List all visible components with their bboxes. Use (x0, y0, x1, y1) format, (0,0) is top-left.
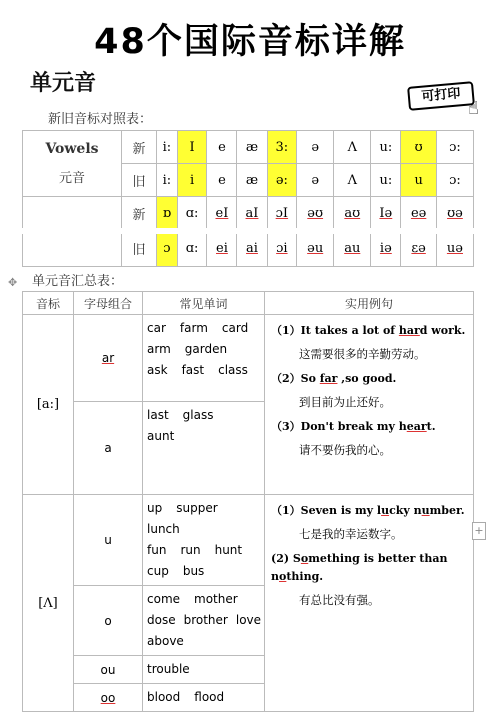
symbol-cell: εə (401, 230, 437, 267)
vowel-summary-table (22, 291, 474, 712)
sentence-cell (265, 495, 474, 712)
move-handle-icon[interactable]: ✥ (8, 276, 18, 289)
word: trouble (147, 662, 190, 676)
symbol-cell: ai (237, 230, 267, 267)
row-label: 新 (122, 197, 157, 230)
word: bus (182, 564, 205, 578)
spelling-cell: a (74, 402, 143, 495)
symbol-cell: Λ (334, 131, 371, 164)
table-row (23, 315, 474, 402)
table-row (23, 495, 474, 586)
word: hunt (214, 543, 243, 557)
word: up (147, 501, 163, 515)
symbol-cell: æ (237, 164, 267, 197)
table-header-row (23, 292, 474, 315)
symbol-cell: æ (237, 131, 267, 164)
yuanyin-label: 元音 (58, 171, 85, 186)
words-cell (143, 315, 265, 402)
spelling: ar (101, 351, 115, 365)
symbol-cell: uə (436, 230, 473, 267)
symbol-cell: ɔ (157, 230, 178, 267)
symbol-cell: e (207, 164, 237, 197)
symbol-cell: e (207, 131, 237, 164)
sentence-translation: 有总比没有强。 (299, 593, 380, 607)
symbol-cell: au (334, 230, 371, 267)
page-break (0, 228, 500, 234)
example-sentence: （2）So far ,so good. (271, 372, 397, 385)
word: arm (147, 342, 171, 356)
symbol-cell: əu (297, 230, 334, 267)
word: class (218, 363, 248, 377)
spelling-cell: o (74, 586, 143, 656)
symbol-cell: i: (157, 164, 178, 197)
symbol-cell: ɒ (157, 197, 178, 230)
vowel-label-cell (23, 131, 122, 197)
symbol-cell: ə (297, 164, 334, 197)
spelling-cell: ou (74, 656, 143, 684)
word: come (147, 592, 181, 606)
spelling-cell (74, 684, 143, 712)
word: car (147, 321, 166, 335)
symbol-cell: 3: (267, 131, 297, 164)
column-header: 实用例句 (265, 292, 474, 315)
word: above (147, 634, 184, 648)
symbol-cell: ɔ: (436, 131, 473, 164)
words-cell (143, 586, 265, 656)
symbol-cell: aI (237, 197, 267, 230)
row-label: 新 (122, 131, 157, 164)
add-column-icon[interactable]: + (472, 522, 486, 540)
example-sentence: （1）It takes a lot of hard work. (271, 324, 466, 337)
word: brother (183, 613, 228, 627)
word: fast (181, 363, 205, 377)
vowels-label: Vowels (45, 141, 99, 157)
sentence-translation: 这需要很多的辛勤劳动。 (299, 347, 426, 361)
symbol-cell: ə (297, 131, 334, 164)
symbol-cell: u: (371, 131, 401, 164)
word: card (221, 321, 249, 335)
example-sentence: (2) Something is better than nothing. (271, 552, 448, 583)
summary-caption: 单元音汇总表： (32, 274, 124, 289)
symbol-cell: ʊ (401, 131, 437, 164)
spelling-cell: u (74, 495, 143, 586)
word: aunt (147, 429, 175, 443)
word: supper (176, 501, 218, 515)
symbol-cell: əʊ (297, 197, 334, 230)
words-cell (143, 656, 265, 684)
symbol-cell: Iə (371, 197, 401, 230)
symbol-cell: I (177, 131, 207, 164)
word: run (180, 543, 201, 557)
symbol-cell: ʊə (436, 197, 473, 230)
column-header: 音标 (23, 292, 74, 315)
sentence-translation: 七是我的幸运数字。 (299, 527, 403, 541)
spelling: oo (100, 690, 116, 705)
column-header: 常见单词 (143, 292, 265, 315)
sentence-cell (265, 315, 474, 495)
compare-caption: 新旧音标对照表： (48, 112, 153, 127)
word: lunch (147, 522, 180, 536)
symbol-cell: eI (207, 197, 237, 230)
vowel-compare-table (22, 130, 474, 267)
symbol-cell: i: (157, 131, 178, 164)
table-row (23, 197, 474, 230)
print-stamp-label: 可打印 (407, 81, 475, 111)
symbol-cell: u: (371, 164, 401, 197)
symbol-cell: ɔI (267, 197, 297, 230)
spelling-cell (74, 315, 143, 402)
page-title: 48个国际音标详解 (94, 22, 406, 62)
word: farm (179, 321, 208, 335)
word: flood (194, 690, 225, 704)
words-cell (143, 402, 265, 495)
words-cell (143, 684, 265, 712)
symbol-cell: aʊ (334, 197, 371, 230)
word: glass (182, 408, 214, 422)
symbol-cell: i (177, 164, 207, 197)
pointer-hand-icon: ☝ (468, 98, 479, 119)
symbol-cell: u (401, 164, 437, 197)
symbol-cell: ɑ: (177, 230, 207, 267)
example-sentence: （3）Don't break my heart. (271, 420, 436, 433)
phonetic-cell: [Λ] (23, 495, 74, 712)
word: blood (147, 690, 181, 704)
word: ask (147, 363, 168, 377)
column-header: 字母组合 (74, 292, 143, 315)
phonetic-cell: [a:] (23, 315, 74, 495)
word: love (235, 613, 262, 627)
word: cup (147, 564, 169, 578)
symbol-cell: iə (371, 230, 401, 267)
symbol-cell: ɑ: (177, 197, 207, 230)
row-label: 旧 (122, 164, 157, 197)
symbol-cell: ə: (267, 164, 297, 197)
symbol-cell: Λ (334, 164, 371, 197)
word: mother (194, 592, 238, 606)
section-title: 单元音 (30, 71, 97, 96)
sentence-translation: 到目前为止还好。 (299, 395, 391, 409)
table-row (23, 131, 474, 164)
word: garden (184, 342, 228, 356)
symbol-cell: ɔi (267, 230, 297, 267)
word: fun (147, 543, 167, 557)
word: dose (147, 613, 176, 627)
symbol-cell: ei (207, 230, 237, 267)
word: last (147, 408, 169, 422)
sentence-translation: 请不要伤我的心。 (299, 443, 391, 457)
print-stamp (408, 84, 488, 118)
symbol-cell: eə (401, 197, 437, 230)
words-cell (143, 495, 265, 586)
example-sentence: （1）Seven is my lucky number. (271, 504, 465, 517)
row-label: 旧 (122, 230, 157, 267)
symbol-cell: ɔ: (436, 164, 473, 197)
